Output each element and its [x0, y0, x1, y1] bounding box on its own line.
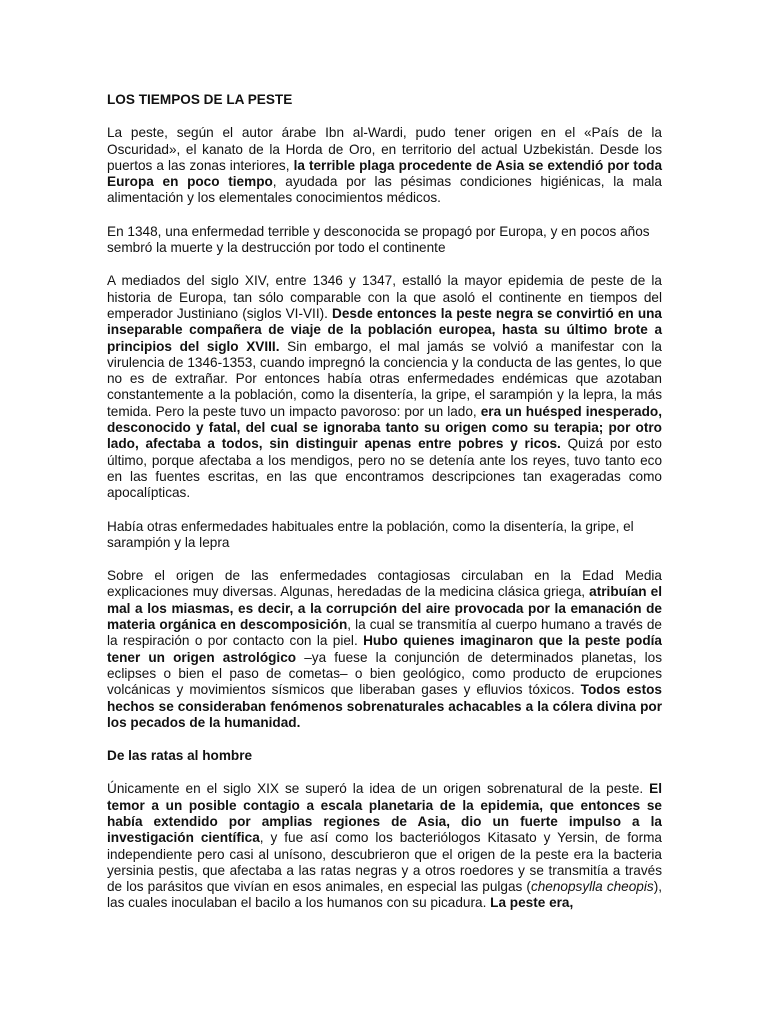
paragraph-origin	[107, 125, 662, 206]
section-subtitle: De las ratas al hombre	[107, 748, 253, 764]
document-page	[107, 92, 662, 929]
paragraph-ratas-bold-2: La peste era,	[490, 895, 574, 911]
paragraph-ratas-bold-1: El temor a un posible contagio a escala planetaria de la epidemia, que entonces se había extendido por amplias regiones de Asia, dio un fuerte impulso a la investigación científica	[107, 781, 662, 846]
paragraph-ratas-text-3: ), las cuales inoculaban el bacilo a los humanos con su picadura.	[107, 879, 662, 911]
paragraph-miasmas-text-3: –ya fuese la conjunción de determinados planetas, los eclipses o bien el paso de cometas– o bien geológico, como producto de erupciones volcánicas y movimientos sísmicos que liberaban gases y efluvios tóxicos.	[107, 649, 662, 698]
paragraph-mediados	[107, 273, 662, 501]
paragraph-origin-bold: la terrible plaga procedente de Asia se extendió por toda Europa en poco tiempo	[107, 157, 663, 190]
paragraph-miasmas-bold-1: atribuían el mal a los miasmas, es decir, a la corrupción del aire provocada por la emanación de materia orgánica en descomposición	[107, 584, 662, 633]
paragraph-origin-text: La peste, según el autor árabe Ibn al-Wardi, pudo tener origen en el «País de la Oscuridad», el kanato de la Horda de Oro, en territorio del actual Uzbekistán. Desde los puertos a las zonas interiores,	[107, 125, 662, 173]
paragraph-ratas-italic: chenopsylla cheopis	[530, 879, 654, 895]
paragraph-1348: En 1348, una enfermedad terrible y desconocida se propagó por Europa, y en pocos años sembró la muerte y la destrucción por todo el continente	[107, 223, 650, 256]
paragraph-origin-text-end: , ayudada por las pésimas condiciones higiénicas, la mala alimentación y los elementales conocimientos médicos.	[107, 174, 662, 206]
paragraph-ratas	[107, 781, 662, 911]
paragraph-mediados-bold-2: era un huésped inesperado, desconocido y fatal, del cual se ignoraba tanto su origen como su terapia; por otro lado, afectaba a todos, sin distinguir apenas entre pobres y ricos.	[107, 403, 662, 452]
paragraph-mediados-text: A mediados del siglo XIV, entre 1346 y 1347, estalló la mayor epidemia de peste de la historia de Europa, tan sólo comparable con la que asoló el continente en tiempos del emperador Justiniano (siglos VI-VII).	[107, 273, 662, 321]
paragraph-miasmas	[107, 568, 662, 731]
document-title: LOS TIEMPOS DE LA PESTE	[107, 92, 293, 107]
paragraph-mediados-bold-1: Desde entonces la peste negra se convirtió en una inseparable compañera de viaje de la población europea, hasta su último brote a principios del siglo XVIII.	[107, 305, 662, 354]
paragraph-enfermedades: Había otras enfermedades habituales entre la población, como la disentería, la gripe, el sarampión y la lepra	[107, 518, 634, 550]
paragraph-mediados-text-2: Sin embargo, el mal jamás se volvió a manifestar con la virulencia de 1346-1353, cuando impregnó la conciencia y la conducta de las gentes, lo que no es de extrañar. Por entonces había otras enfermedades endémicas que azotaban constantemente a la población, como la disentería, la gripe, el sarampión y la lepra, la más temida. Pero la peste tuvo un impacto pavoroso: por un lado,	[107, 338, 662, 419]
paragraph-miasmas-text-2: , la cual se transmitía al cuerpo humano a través de la respiración o por contacto con la piel.	[107, 617, 662, 649]
paragraph-miasmas-bold-3: Todos estos hechos se consideraban fenómenos sobrenaturales achacables a la cólera divina por los pecados de la humanidad.	[107, 682, 662, 730]
paragraph-ratas-text-2: , y fue así como los bacteriólogos Kitasato y Yersin, de forma independiente pero casi al unísono, descubrieron que el origen de la peste era la bacteria yersinia pestis, que afectaba a las ratas negras y a otros roedores y se transmitía a través de los parásitos que vivían en esos animales, en especial las pulgas (	[107, 830, 662, 895]
paragraph-mediados-text-3: Quizá por esto último, porque afectaba a los mendigos, pero no se detenía ante los reyes, tuvo tanto eco en las fuentes escritas, en las que encontramos descripciones tan exageradas como apocalípticas.	[107, 436, 662, 501]
paragraph-miasmas-text: Sobre el origen de las enfermedades contagiosas circulaban en la Edad Media explicaciones muy diversas. Algunas, heredadas de la medicina clásica griega,	[107, 568, 662, 600]
paragraph-ratas-text: Únicamente en el siglo XIX se superó la idea de un origen sobrenatural de la peste.	[107, 781, 650, 797]
paragraph-miasmas-bold-2: Hubo quienes imaginaron que la peste podía tener un origen astrológico	[107, 633, 662, 665]
